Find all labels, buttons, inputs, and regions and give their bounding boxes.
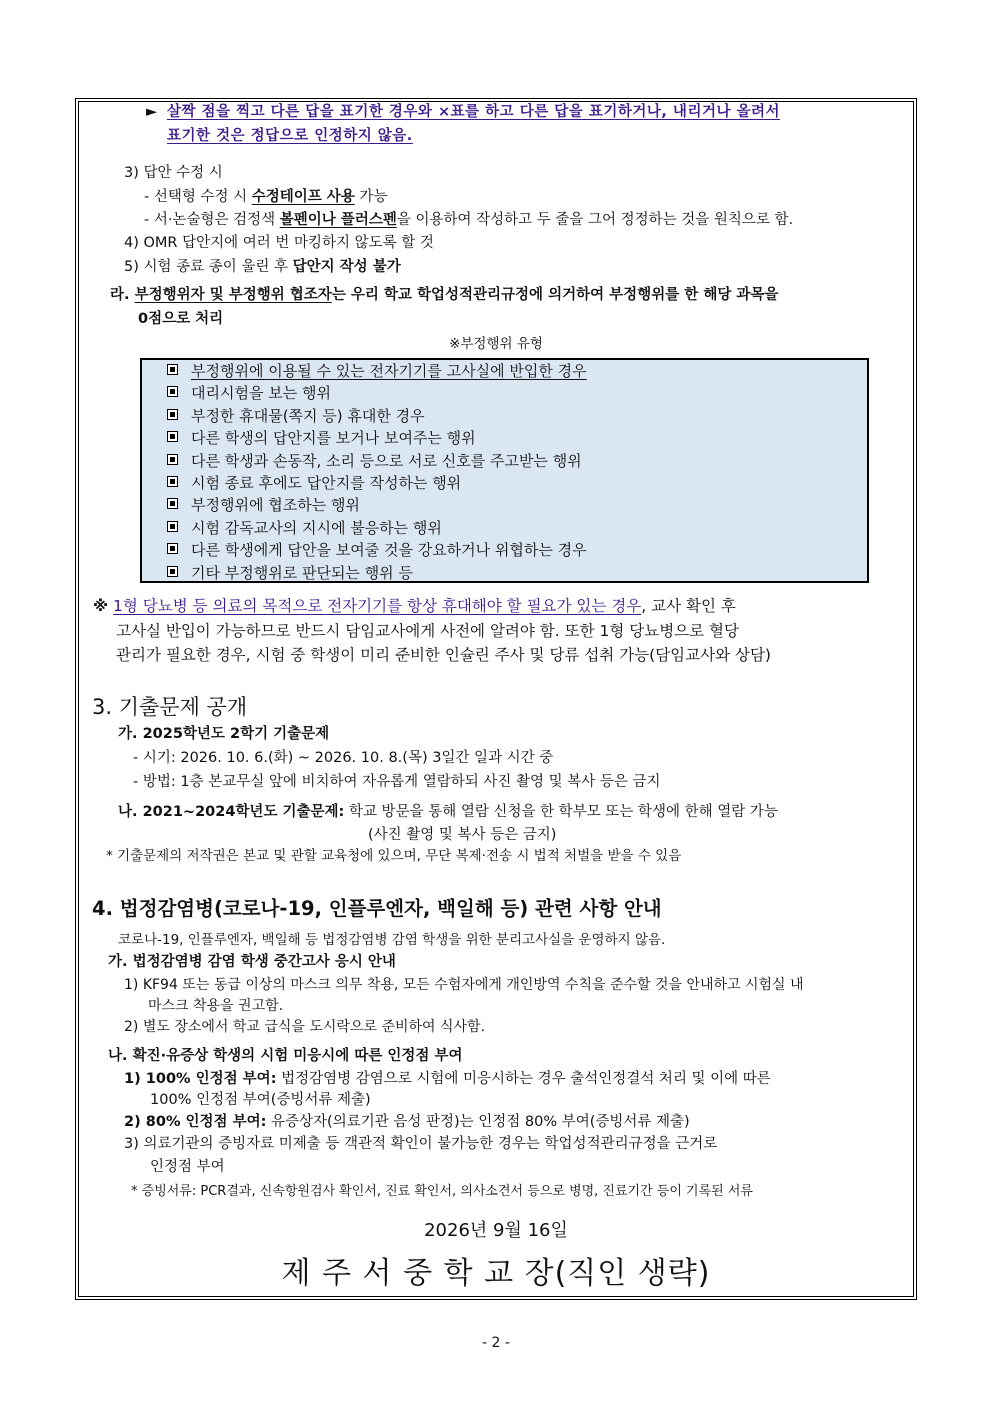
cheating-item (167, 361, 587, 381)
s3-copyright: * 기출문제의 저작권은 본교 및 관할 교육청에 있으며, 무단 복제·전송 시 법적 처벌을 받을 수 있음 (106, 848, 682, 864)
ra-line-1: 라. 부정행위자 및 부정행위 협조자는 우리 학교 학업성적관리규정에 의거하여 부정행위를 한 해당 과목을 (110, 287, 779, 303)
s4-evidence: * 증빙서류: PCR결과, 신속항원검사 확인서, 진료 확인서, 의사소견서 등으로 병명, 진료기간 등이 기록된 서류 (131, 1184, 753, 1199)
s4-ga-2: 2) 별도 장소에서 학교 급식을 도시락으로 준비하여 식사함. (124, 1019, 486, 1035)
checkbox-square-icon (167, 543, 178, 554)
edit-item-4: 4) OMR 답안지에 여러 번 마킹하지 않도록 할 것 (124, 235, 434, 251)
cheating-item-text: 다른 학생의 답안지를 보거나 보여주는 행위 (191, 429, 476, 448)
checkbox-square-icon (167, 386, 178, 397)
checkbox-square-icon (167, 431, 178, 442)
s4-ga-title: 가. 법정감염병 감염 학생 중간고사 응시 안내 (108, 954, 396, 970)
note-line-3: 관리가 필요한 경우, 시험 중 학생이 미리 준비한 인슐린 주사 및 당류 섭취 가능(담임교사와 상담) (116, 646, 771, 664)
cheating-item (167, 383, 331, 403)
cheating-item (167, 406, 425, 426)
note-line-1: ※ 1형 당뇨병 등 의료의 목적으로 전자기기를 항상 휴대해야 할 필요가 있는 경우, 교사 확인 후 (93, 597, 736, 615)
s4-na-3-line-1: 3) 의료기관의 증빙자료 미제출 등 객관적 확인이 불가능한 경우는 학업성적관리규정을 근거로 (124, 1136, 718, 1152)
document-date: 2026년 9월 16일 (424, 1220, 568, 1241)
ra-line-2: 0점으로 처리 (138, 311, 224, 327)
edit-item-5: 5) 시험 종료 종이 울린 후 답안지 작성 불가 (124, 259, 401, 275)
cheating-item-text: 기타 부정행위로 판단되는 행위 등 (191, 563, 413, 582)
cheating-item-text: 다른 학생에게 답안을 보여줄 것을 강요하거나 위협하는 경우 (191, 541, 587, 560)
s3-ga-line-2: - 방법: 1층 본교무실 앞에 비치하여 자유롭게 열람하되 사진 촬영 및 복사 등은 금지 (133, 774, 661, 790)
edit-line-2: - 서·논술형은 검정색 볼펜이나 플러스펜을 이용하여 작성하고 두 줄을 그어 정정하는 것을 원칙으로 함. (144, 212, 794, 228)
arrow-icon: ► (146, 104, 158, 120)
cheating-item-text: 시험 감독교사의 지시에 불응하는 행위 (191, 518, 442, 537)
s4-na-1-line-2: 100% 인정점 부여(증빙서류 제출) (150, 1092, 371, 1108)
s4-na-1-line-1: 1) 100% 인정점 부여: 법정감염병 감염으로 시험에 미응시하는 경우 출석인정결석 처리 및 이에 따른 (124, 1071, 771, 1087)
cheating-item-text: 대리시험을 보는 행위 (191, 384, 331, 403)
cheating-item (167, 451, 582, 471)
cheating-item (167, 495, 360, 515)
s3-na-line-2: (사진 촬영 및 복사 등은 금지) (368, 827, 557, 843)
checkbox-square-icon (167, 409, 178, 420)
cheating-item (167, 473, 461, 493)
s4-ga-1-line-1: 1) KF94 또는 동급 이상의 마스크 의무 착용, 모든 수험자에게 개인방역 수칙을 준수할 것을 안내하고 시험실 내 (124, 977, 804, 993)
checkbox-square-icon (167, 454, 178, 465)
s3-ga-line-1: - 시기: 2026. 10. 6.(화) ~ 2026. 10. 8.(목) 3일간 일과 시간 중 (133, 750, 554, 766)
page-number: - 2 - (482, 1335, 510, 1351)
section-3-title: 3. 기출문제 공개 (92, 695, 248, 719)
top-line-2: 표기한 것은 정답으로 인정하지 않음. (167, 128, 413, 144)
s4-na-2: 2) 80% 인정점 부여: 유증상자(의료기관 음성 판정)는 인정점 80% 부여(증빙서류 제출) (124, 1114, 690, 1130)
cheating-item-text: 부정행위에 이용될 수 있는 전자기기를 고사실에 반입한 경우 (191, 362, 587, 380)
cheating-item (167, 540, 587, 560)
checkbox-square-icon (167, 364, 178, 375)
s4-ga-1-line-2: 마스크 착용을 권고함. (148, 998, 284, 1014)
s4-intro: 코로나-19, 인플루엔자, 백일해 등 법정감염병 감염 학생을 위한 분리고사실을 운영하지 않음. (118, 932, 666, 948)
principal-signature: 제 주 서 중 학 교 장(직인 생략) (281, 1256, 711, 1291)
s4-na-3-line-2: 인정점 부여 (150, 1159, 225, 1175)
cheating-item-text: 부정행위에 협조하는 행위 (191, 496, 360, 515)
cheating-title: ※부정행위 유형 (449, 336, 543, 352)
cheating-item-text: 시험 종료 후에도 답안지를 작성하는 행위 (191, 474, 462, 492)
cheating-item (167, 563, 413, 583)
checkbox-square-icon (167, 521, 178, 532)
edit-heading: 3) 답안 수정 시 (124, 165, 223, 181)
top-line-1: 살짝 점을 찍고 다른 답을 표기한 경우와 ×표를 하고 다른 답을 표기하거나, 내리거나 올려서 (167, 104, 781, 120)
edit-line-1: - 선택형 수정 시 수정테이프 사용 가능 (144, 189, 388, 205)
s4-na-title: 나. 확진·유증상 학생의 시험 미응시에 따른 인정점 부여 (108, 1048, 463, 1064)
s3-na-line-1: 나. 2021~2024학년도 기출문제: 학교 방문을 통해 열람 신청을 한 학부모 또는 학생에 한해 열람 가능 (118, 804, 778, 820)
cheating-item-text: 부정한 휴대물(쪽지 등) 휴대한 경우 (191, 406, 425, 425)
checkbox-square-icon (167, 498, 178, 509)
checkbox-square-icon (167, 566, 178, 577)
cheating-item (167, 518, 442, 538)
section-4-title: 4. 법정감염병(코로나-19, 인플루엔자, 백일해 등) 관련 사항 안내 (92, 897, 662, 920)
checkbox-square-icon (167, 476, 178, 487)
note-line-2: 고사실 반입이 가능하므로 반드시 담임교사에게 사전에 알려야 함. 또한 1형 당뇨병으로 혈당 (116, 622, 739, 640)
s3-ga-title: 가. 2025학년도 2학기 기출문제 (118, 726, 330, 742)
cheating-item (167, 428, 476, 448)
cheating-item-text: 다른 학생과 손동작, 소리 등으로 서로 신호를 주고받는 행위 (191, 451, 582, 470)
cheating-types-box (140, 358, 869, 583)
